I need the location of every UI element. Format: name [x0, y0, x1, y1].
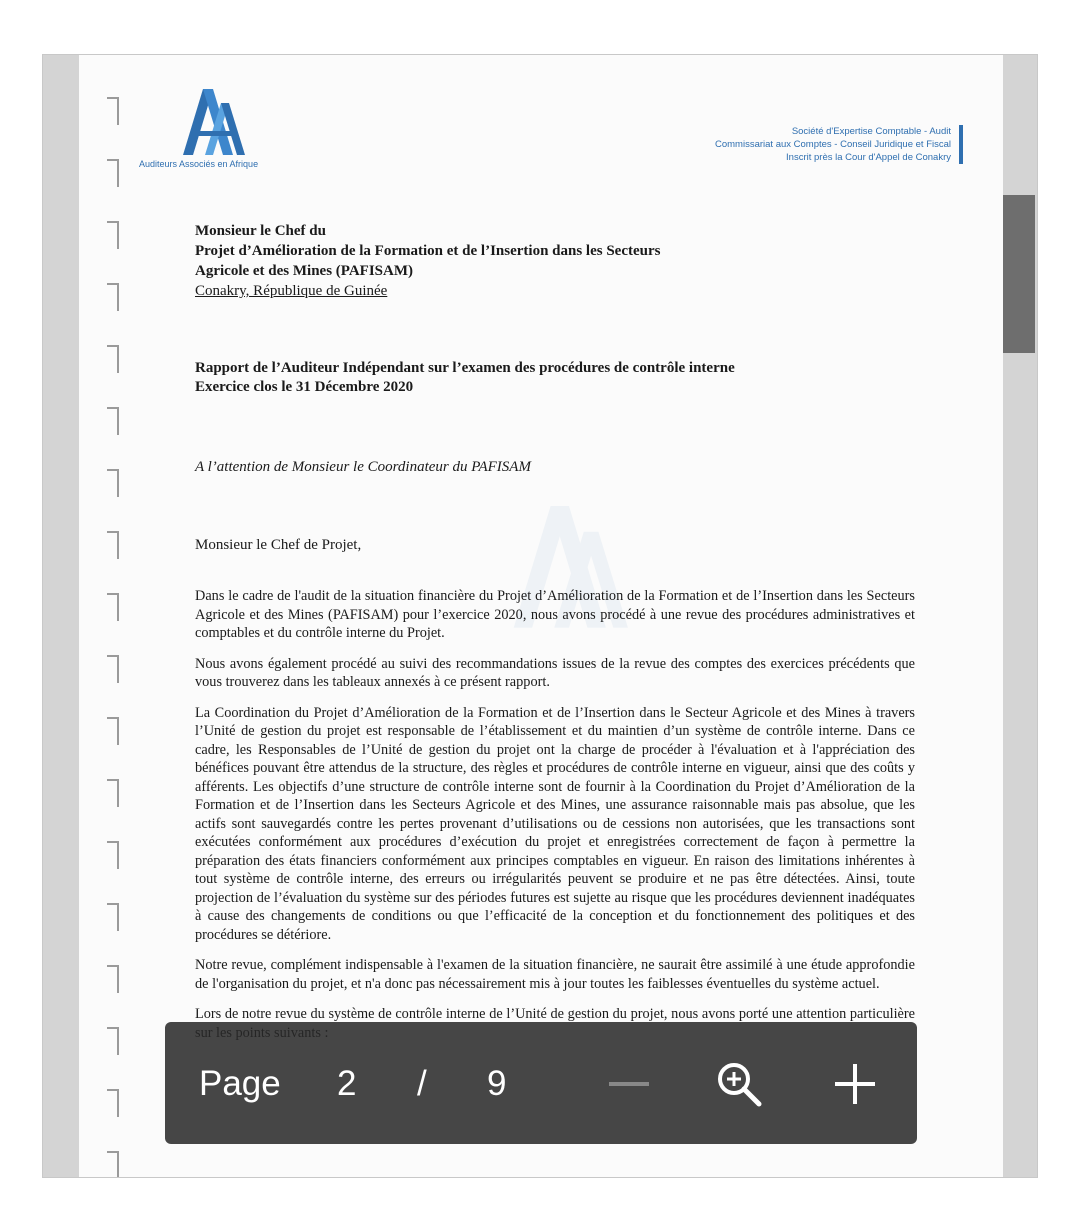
firm-line: Société d'Expertise Comptable - Audit — [791, 126, 951, 137]
firm-line: Commissariat aux Comptes - Conseil Juridique et Fiscal — [715, 139, 951, 150]
salutation: Monsieur le Chef de Projet, — [195, 537, 362, 553]
paragraph: Dans le cadre de l'audit de la situation financière du Projet d’Amélioration de la Formation et de l’Insertion dans les Secteurs Agricole et des Mines (PAFISAM) pour l’exercice 2020, nous avons procédé à une revue des procédures administratives et comptables et du contrôle interne du Projet. — [195, 588, 915, 641]
page-separator: / — [417, 1064, 427, 1103]
subject-line: Exercice clos le 31 Décembre 2020 — [195, 379, 414, 395]
zoom-out-button[interactable] — [605, 1060, 653, 1108]
addressee-block — [195, 221, 915, 301]
zoom-fit-button[interactable] — [715, 1060, 763, 1108]
current-page-number[interactable]: 2 — [337, 1064, 357, 1103]
paragraph: Notre revue, complément indispensable à l'examen de la situation financière, ne saurait être assimilé à une étude approfondie de l'organisation du projet, et n'a donc pas nécessairement mis à jour toutes les faiblesses éventuelles du système actuel. — [195, 957, 915, 992]
zoom-in-button[interactable] — [831, 1060, 879, 1108]
paragraph: Nous avons également procédé au suivi des recommandations issues de la revue des comptes des exercices précédents que vous trouverez dans les tableaux annexés à ce présent rapport. — [195, 655, 915, 690]
aaa-logo-icon — [175, 85, 251, 157]
zoom-out-icon — [605, 1060, 653, 1108]
scrollbar-track[interactable] — [1003, 55, 1037, 1177]
binding-holes — [79, 55, 139, 1178]
zoom-fit-icon — [715, 1060, 763, 1108]
pdf-viewer — [42, 54, 1038, 1178]
page-toolbar — [165, 1022, 917, 1144]
page-label: Page — [199, 1064, 281, 1103]
firm-info — [715, 125, 963, 164]
scrollbar-thumb[interactable] — [1003, 195, 1035, 353]
addressee-city: Conakry, République de Guinée — [195, 283, 388, 299]
addressee-line: Agricole et des Mines (PAFISAM) — [195, 263, 413, 279]
addressee-line: Monsieur le Chef du — [195, 223, 326, 239]
firm-line: Inscrit près la Cour d'Appel de Conakry — [786, 152, 951, 163]
zoom-in-icon — [831, 1060, 879, 1108]
logo-caption: Auditeurs Associés en Afrique — [139, 159, 259, 169]
letter-body — [195, 587, 915, 1054]
addressee-line: Projet d’Amélioration de la Formation et de l’Insertion dans les Secteurs — [195, 243, 661, 259]
paragraph: La Coordination du Projet d’Amélioration de la Formation et de l’Insertion dans le Secteur Agricole et des Mines à travers l’Unité de gestion du projet est responsable de l’établissement et du maintien d’un système de contrôle interne. Dans ce cadre, les Responsables de l’Unité de gestion du projet ont la charge de procéder à l'évaluation et à l'appréciation des bénéfices pouvant être attendus de la structure, des règles et procédures de contrôle interne en vigueur, ainsi que des coûts y afférents. Les objectifs d’une structure de contrôle interne sont de fournir à la Coordination du Projet d’Amélioration de la Formation et de l’Insertion dans les Secteurs Agricole et des Mines, une assurance raisonnable mais pas absolue, que les actifs sont sauvegardés contre les pertes provenant d’utilisations ou de cessions non autorisées, que les transactions sont exécutées conformément aux procédures d’exécution du projet et enregistrées correctement de façon à permettre la préparation des états financiers conformément aux principes comptables en vigueur. En raison des limitations inhérentes à tout système de contrôle interne, des erreurs ou irrégularités peuvent se produire et ne pas être détectées. Ainsi, toute projection de l’évaluation du système sur des périodes futures est sujette au risque que les procédures deviennent inadéquates à cause des changements de conditions ou que l’efficacité de la conception et du fonctionnement des politiques et des procédures se détériore. — [195, 704, 915, 943]
subject-line: Rapport de l’Auditeur Indépendant sur l’examen des procédures de contrôle interne — [195, 360, 735, 376]
document-page — [79, 55, 1005, 1178]
subject-block — [195, 359, 915, 397]
total-pages: 9 — [487, 1064, 507, 1103]
company-logo — [139, 85, 289, 169]
attention-line: A l’attention de Monsieur le Coordinateur du PAFISAM — [195, 459, 531, 475]
paragraph: Lors de notre revue du système de contrôle interne de l’Unité de gestion du projet, nous avons porté une attention particulière — [195, 1006, 915, 1022]
